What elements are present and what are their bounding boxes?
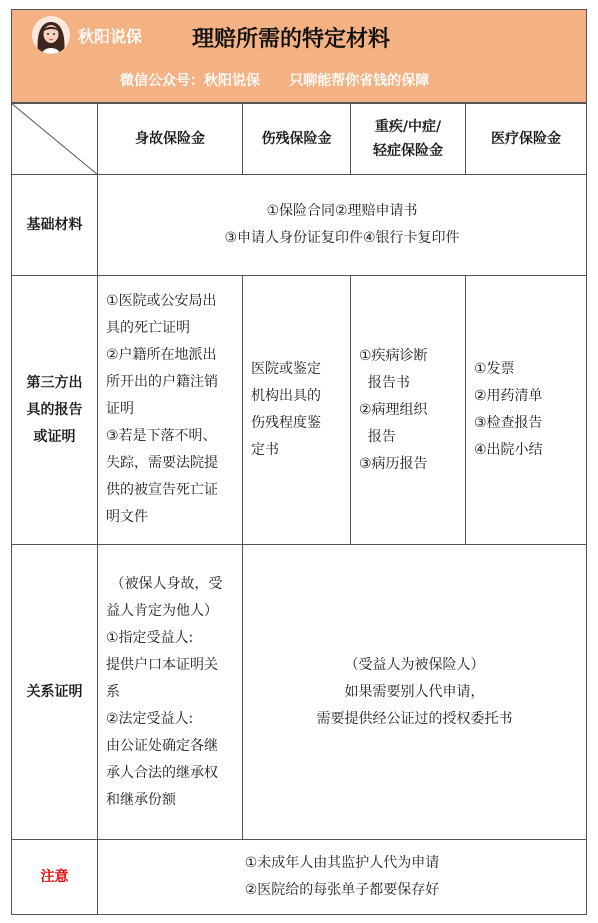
basic-materials bbox=[97, 174, 587, 276]
row-label-relation: 关系证明 bbox=[11, 544, 98, 840]
third-party-disability: 医院或鉴定 机构出具的 伤残程度鉴 定书 bbox=[242, 275, 351, 545]
note-content: ①未成年人由其监护人代为申请 ②医院给的每张单子都要保存好 bbox=[97, 839, 587, 915]
relation-others: （受益人为被保险人） 如果需要别人代申请， 需要提供经公证过的授权委托书 bbox=[242, 544, 587, 840]
basic-line: ③申请人身份证复印件④银行卡复印件 bbox=[224, 230, 460, 246]
third-party-medical: ①发票 ②用药清单 ③检查报告 ④出院小结 bbox=[465, 275, 587, 545]
row-label-note: 注意 bbox=[11, 839, 98, 915]
avatar bbox=[32, 16, 70, 54]
diagonal-line bbox=[11, 103, 98, 175]
header-subtitle: 微信公众号：秋阳说保 只聊能帮你省钱的保障 bbox=[120, 73, 430, 89]
relation-death: （被保人身故，受 益人肯定为他人） ①指定受益人: 提供户口本证明关 系 ②法定受益人: 由公证处确定各继 承人合法的继承权 和继承份额 bbox=[97, 544, 243, 840]
materials-table bbox=[11, 103, 587, 915]
column-header-death: 身故保险金 bbox=[97, 103, 243, 175]
column-header-disability: 伤残保险金 bbox=[242, 103, 351, 175]
column-header-critical-illness: 重疾/中症/ 轻症保险金 bbox=[350, 103, 466, 175]
row-label-third-party: 第三方出 具的报告 或证明 bbox=[11, 275, 98, 545]
header-banner bbox=[11, 9, 587, 103]
basic-line: ①保险合同②理赔申请书 bbox=[266, 203, 418, 219]
third-party-death: ①医院或公安局出 具的死亡证明 ②户籍所在地派出 所开出的户籍注销 证明 ③若是下落不明、 失踪，需要法院提 供的被宣告死亡证 明文件 bbox=[97, 275, 243, 545]
brand-name: 秋阳说保 bbox=[78, 27, 143, 46]
row-label-basic: 基础材料 bbox=[11, 174, 98, 276]
page-title: 理赔所需的特定材料 bbox=[192, 27, 391, 52]
column-header-medical: 医疗保险金 bbox=[465, 103, 587, 175]
avatar-portrait-icon bbox=[32, 16, 70, 54]
third-party-critical-illness: ①疾病诊断 报告书 ②病理组织 报告 ③病历报告 bbox=[350, 275, 466, 545]
corner-cell bbox=[11, 103, 98, 175]
